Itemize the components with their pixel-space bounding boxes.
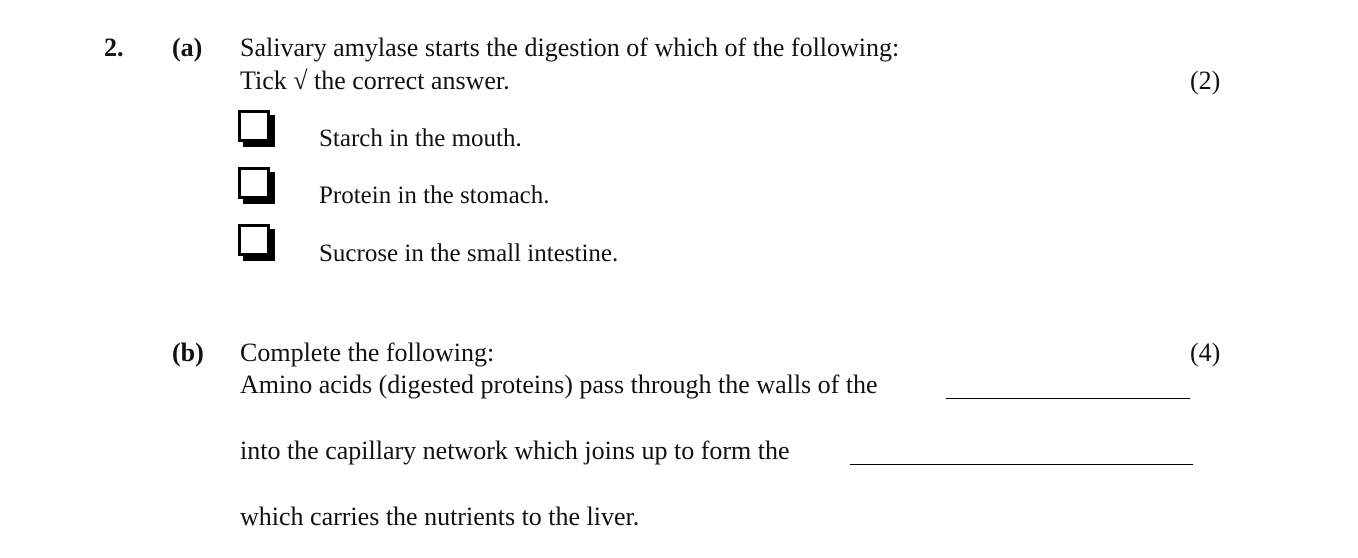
part-a-label: (a) bbox=[172, 33, 203, 62]
part-b-sentence-line-1: Amino acids (digested proteins) pass through the walls of the bbox=[240, 370, 878, 399]
part-a-instruction: Tick √ the correct answer. bbox=[240, 66, 510, 95]
part-b-sentence-line-2: into the capillary network which joins up to form the bbox=[240, 436, 790, 465]
part-a-marks: (2) bbox=[1190, 66, 1221, 95]
option-1-label: Starch in the mouth. bbox=[319, 125, 522, 152]
option-2-label: Protein in the stomach. bbox=[319, 182, 550, 209]
option-2-checkbox[interactable] bbox=[238, 167, 270, 199]
part-a-prompt: Salivary amylase starts the digestion of which of the following: bbox=[240, 33, 900, 62]
part-b-sentence-line-3: which carries the nutrients to the liver. bbox=[240, 502, 640, 531]
answer-blank-2[interactable] bbox=[850, 464, 1193, 465]
answer-blank-1[interactable] bbox=[946, 398, 1190, 399]
option-3-label: Sucrose in the small intestine. bbox=[319, 240, 619, 267]
option-1-checkbox[interactable] bbox=[238, 110, 270, 142]
question-number: 2. bbox=[104, 33, 124, 62]
part-b-marks: (4) bbox=[1190, 338, 1221, 367]
option-3-checkbox[interactable] bbox=[238, 224, 270, 256]
part-b-prompt: Complete the following: bbox=[240, 338, 495, 367]
part-b-label: (b) bbox=[172, 338, 204, 367]
